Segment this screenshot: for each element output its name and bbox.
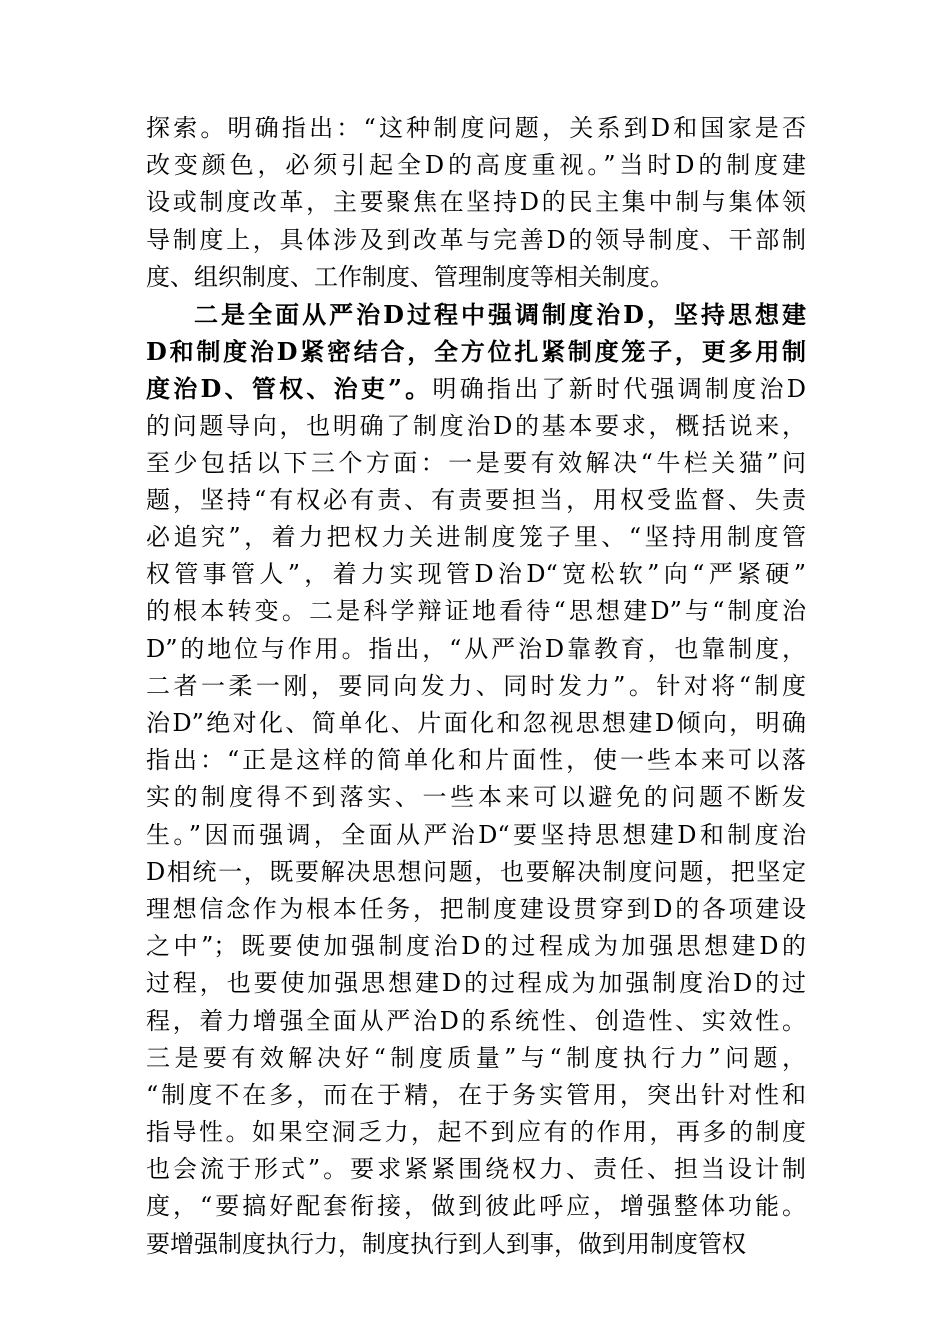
text-line: 至少包括以下三个方面：一是要有效解决“牛栏关猫”问 bbox=[146, 448, 806, 477]
text-line: 实的制度得不到落实、一些本来可以避免的问题不断发 bbox=[146, 783, 806, 812]
bold-heading-line: D和制度治D紧密结合，全方位扎紧制度笼子，更多用制 bbox=[146, 337, 806, 367]
paragraph-2 bbox=[146, 296, 806, 1263]
text-line: 权管事管人”，着力实现管D治D“宽松软”向“严紧硬” bbox=[146, 560, 806, 589]
bold-heading-line: 二是全面从严治D过程中强调制度治D，坚持思想建 bbox=[194, 299, 806, 329]
text-line: 度，“要搞好配套衔接，做到彼此呼应，增强整体功能。 bbox=[146, 1192, 806, 1221]
text-line: 指导性。如果空洞乏力，起不到应有的作用，再多的制度 bbox=[146, 1118, 806, 1147]
text-fragment: 明确指出了新时代强调制度治D bbox=[432, 375, 806, 404]
text-line: D”的地位与作用。指出，“从严治D靠教育，也靠制度， bbox=[146, 634, 806, 663]
text-line: 的问题导向，也明确了制度治D的基本要求，概括说来， bbox=[146, 411, 806, 440]
text-line: 设或制度改革，主要聚焦在坚持D的民主集中制与集体领 bbox=[146, 188, 806, 217]
text-line: 生。”因而强调，全面从严治D“要坚持思想建D和制度治 bbox=[146, 820, 806, 849]
text-line: 探索。明确指出：“这种制度问题，关系到D和国家是否 bbox=[146, 114, 806, 142]
text-line: 改变颜色，必须引起全D的高度重视。”当时D的制度建 bbox=[146, 151, 806, 180]
bold-heading-fragment: 度治D、管权、治吏”。 bbox=[146, 374, 433, 404]
text-line: 治D”绝对化、简单化、片面化和忽视思想建D倾向，明确 bbox=[146, 709, 806, 737]
text-line: 要增强制度执行力，制度执行到人到事，做到用制度管权 bbox=[146, 1229, 746, 1258]
text-line: 三是要有效解决好“制度质量”与“制度执行力”问题， bbox=[146, 1043, 806, 1072]
text-line: 导制度上，具体涉及到改革与完善D的领导制度、干部制 bbox=[146, 225, 806, 254]
text-line: 之中”；既要使加强制度治D的过程成为加强思想建D的 bbox=[146, 932, 806, 961]
paragraph-1 bbox=[146, 110, 806, 296]
text-line: 必追究”，着力把权力关进制度笼子里、“坚持用制度管 bbox=[146, 523, 806, 552]
text-line: 程，着力增强全面从严治D的系统性、创造性、实效性。 bbox=[146, 1006, 806, 1035]
text-line: 过程，也要使加强思想建D的过程成为加强制度治D的过 bbox=[146, 969, 806, 998]
text-line: 度、组织制度、工作制度、管理制度等相关制度。 bbox=[146, 262, 674, 291]
text-line: 也会流于形式”。要求紧紧围绕权力、责任、担当设计制 bbox=[146, 1155, 806, 1184]
text-line: “制度不在多，而在于精，在于务实管用，突出针对性和 bbox=[146, 1080, 806, 1109]
document-page bbox=[146, 110, 806, 1263]
text-line: 指出：“正是这样的简单化和片面性，使一些本来可以落 bbox=[146, 746, 806, 775]
text-line: 理想信念作为根本任务，把制度建设贯穿到D的各项建设 bbox=[146, 894, 806, 923]
text-line: 题，坚持“有权必有责、有责要担当，用权受监督、失责 bbox=[146, 485, 806, 514]
text-line: D相统一，既要解决思想问题，也要解决制度问题，把坚定 bbox=[146, 857, 806, 886]
text-line: 二者一柔一刚，要同向发力、同时发力”。针对将“制度 bbox=[146, 671, 806, 700]
mixed-line bbox=[146, 370, 806, 407]
text-line: 的根本转变。二是科学辩证地看待“思想建D”与“制度治 bbox=[146, 597, 806, 626]
